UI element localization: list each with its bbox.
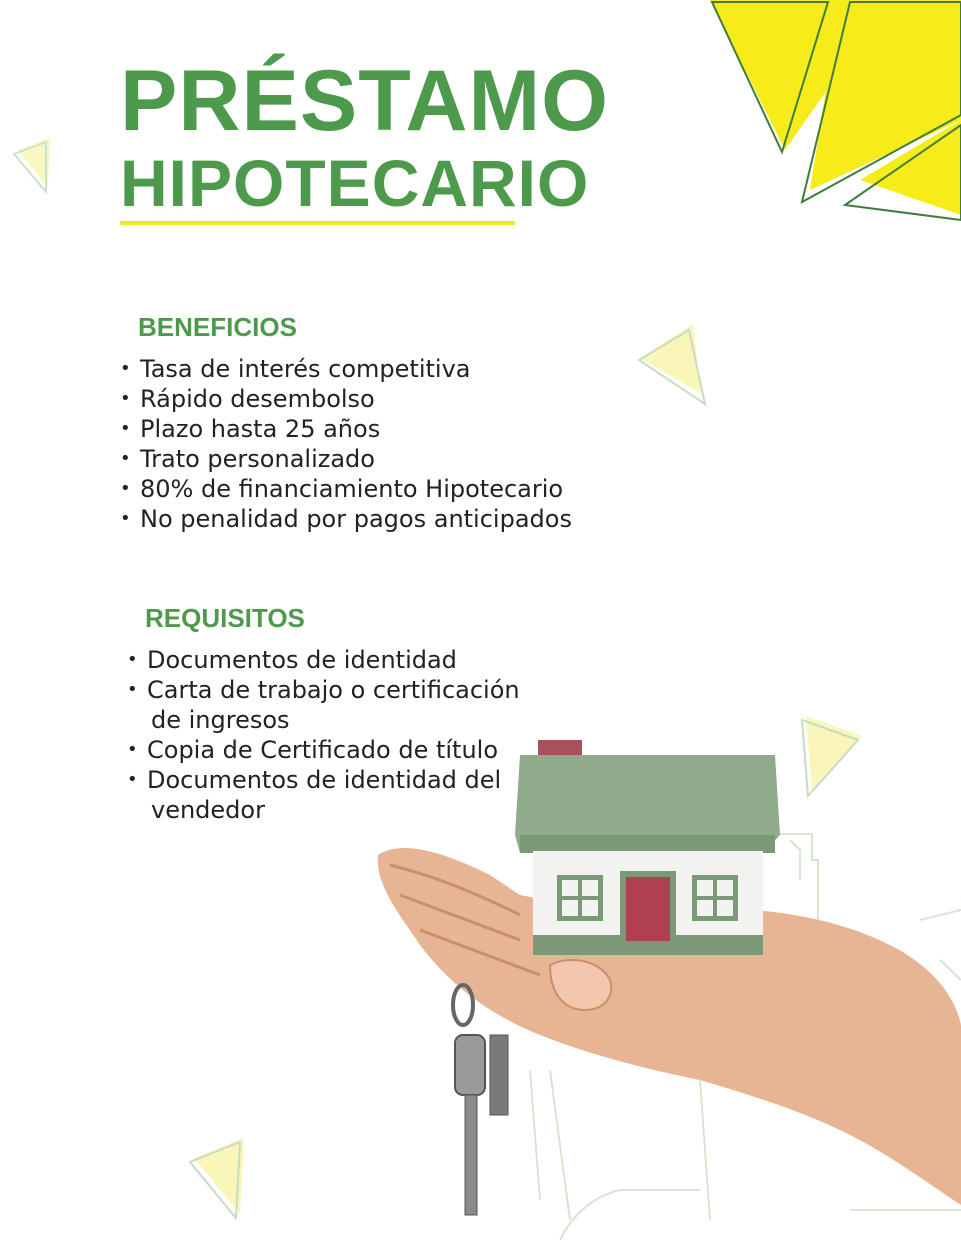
beneficios-heading: BENEFICIOS <box>138 312 297 342</box>
list-item-text: No penalidad por pagos anticipados <box>140 505 572 533</box>
list-item-text: Copia de Certificado de título <box>147 736 499 764</box>
list-item-text: Tasa de interés competitiva <box>140 355 471 383</box>
list-item-text: Plazo hasta 25 años <box>140 415 381 443</box>
list-item-text: Documentos de identidad del <box>147 766 502 794</box>
list-item <box>120 354 572 384</box>
beneficios-list <box>120 354 572 534</box>
title-line-2: HIPOTECARIO <box>120 146 590 220</box>
hand-holding-house-and-keys-icon <box>370 735 961 1225</box>
decorative-triangle-bottom-left <box>188 1130 248 1220</box>
decorative-triangle-middle <box>635 318 715 410</box>
list-item <box>120 444 572 474</box>
page-title <box>120 53 609 220</box>
title-line-1: PRÉSTAMO <box>120 53 609 149</box>
decorative-triangle-left <box>12 132 57 194</box>
list-item-text: Carta de trabajo o certificación <box>147 676 520 704</box>
list-item <box>120 504 572 534</box>
requisitos-heading: REQUISITOS <box>145 603 305 633</box>
list-item <box>120 474 572 504</box>
list-item <box>127 675 520 735</box>
list-item-text: 80% de financiamiento Hipotecario <box>140 475 564 503</box>
list-item <box>120 414 572 444</box>
list-item-text: Trato personalizado <box>140 445 375 473</box>
list-item-text: Rápido desembolso <box>140 385 375 413</box>
list-item-text-continued: vendedor <box>151 796 265 824</box>
list-item <box>127 645 520 675</box>
list-item-text: Documentos de identidad <box>147 646 457 674</box>
decorative-triangles-top-right <box>700 0 961 230</box>
list-item <box>120 384 572 414</box>
title-underline <box>120 221 515 225</box>
list-item-text-continued: de ingresos <box>151 706 290 734</box>
